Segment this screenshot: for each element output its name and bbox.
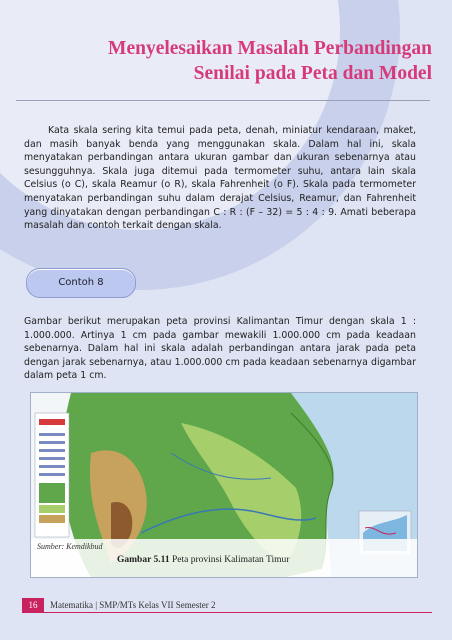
example-label-button: Contoh 8 [26,268,136,298]
page-number: 16 [22,598,44,612]
footer-divider [22,612,432,613]
figure-number: Gambar 5.11 [117,555,170,565]
example-paragraph: Gambar berikut merupakan peta provinsi Kalimantan Timur dengan skala 1 : 1.000.000. Artinya 1 cm pada gambar mewakili 1.000.000 cm pada keadaan sebenarnya. Dalam hal ini skala adalah perbandingan antara jarak pada peta dengan jarak sebenarnya, atau 1.000.000 cm pada keadaan sebenarnya digambar dalam peta 1 cm. [24,316,416,382]
intro-paragraph: Kata skala sering kita temui pada peta, denah, miniatur kendaraan, maket, dan masih banyak benda yang menggunakan skala. Dalam hal ini, skala menyatakan perbandingan antara ukuran gambar dan ukuran sebenarnya atau sesungguhnya. Skala juga ditemui pada termometer suhu, antara lain skala Celsius (o C), skala Reamur (o R), skala Fahrenheit (o F). Skala pada termometer menyatakan perbandingan suhu dalam derajat Celsius, Reamur, dan Fahrenheit yang dinyatakan dengan perbandingan C : R : (F – 32) = 5 : 4 : 9. Amati beberapa masalah dan contoh terkait dengan skala. [24,125,416,232]
page-title-line-2: Senilai pada Peta dan Model [193,63,432,84]
figure-map [30,392,418,578]
figure-caption-text: Peta provinsi Kalimatan Timur [171,555,290,565]
footer-book-title: Matematika | SMP/MTs Kelas VII Semester 2 [50,600,216,610]
figure-source: Sumber: Kemdikbud [37,542,103,551]
figure-caption [117,555,289,565]
page-title [108,36,432,86]
page-title-line-1: Menyelesaikan Masalah Perbandingan [108,38,432,59]
title-divider [16,100,430,101]
